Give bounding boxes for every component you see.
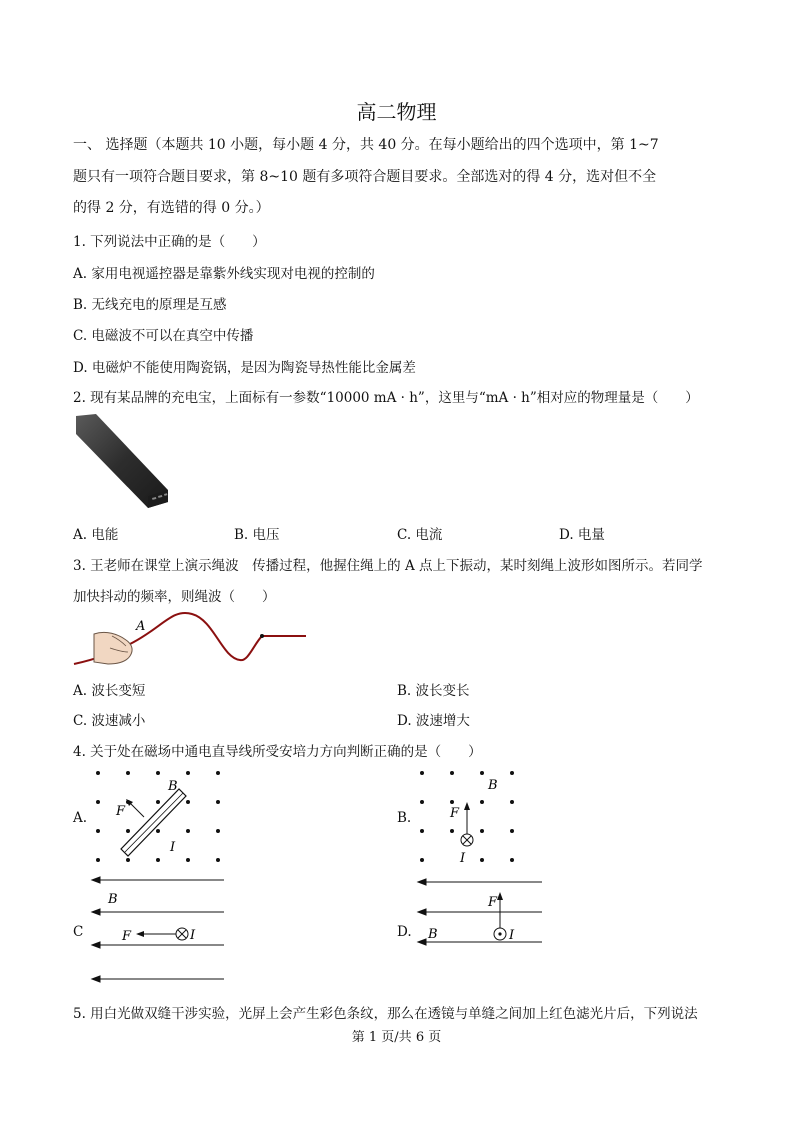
question-3-stem-line-2: 加快抖动的频率，则绳波（ ） (73, 589, 276, 605)
power-bank-image (72, 412, 172, 512)
question-4-option-c-letter: C (73, 924, 84, 940)
question-1-option-a: A. 家用电视遥控器是靠紫外线实现对电视的控制的 (73, 266, 375, 282)
field-label-c: B (108, 892, 118, 907)
question-3-option-a: A. 波长变短 (73, 683, 146, 699)
question-2-option-c: C. 电流 (397, 527, 443, 543)
question-4-option-d-letter: D. (397, 924, 412, 940)
current-label-d: I (509, 928, 515, 943)
question-1-stem: 1. 下列说法中正确的是（ ） (73, 234, 266, 250)
question-3-option-b: B. 波长变长 (397, 683, 470, 699)
question-4-figure-a (88, 765, 228, 875)
page-title: 高二物理 (356, 100, 437, 124)
section-instructions-line-3: 的得 2 分，有选错的得 0 分。） (73, 200, 270, 216)
current-label-b: I (460, 851, 466, 866)
question-2-option-b: B. 电压 (234, 527, 280, 543)
force-label-c: F (122, 929, 132, 944)
field-label-a: B (168, 779, 178, 794)
current-label-a: I (170, 840, 176, 855)
question-4-figure-d (416, 872, 546, 952)
question-2-stem: 2. 现有某品牌的充电宝，上面标有一参数“10000 mA · h”，这里与“mA · h”相对应的物理量是（ ） (73, 390, 699, 406)
section-instructions-line-1: 一、 选择题（本题共 10 小题，每小题 4 分，共 40 分。在每小题给出的四个选项中，第 1~7 (73, 137, 659, 153)
question-4-figure-c (90, 872, 230, 988)
point-a-label: A (136, 619, 146, 634)
question-4-stem: 4. 关于处在磁场中通电直导线所受安培力方向判断正确的是（ ） (73, 744, 482, 760)
page-footer: 第 1 页/共 6 页 (351, 1030, 442, 1045)
question-3-option-d: D. 波速增大 (397, 713, 470, 729)
question-4-option-a-letter: A. (73, 810, 88, 826)
section-instructions-line-2: 题只有一项符合题目要求，第 8~10 题有多项符合题目要求。全部选对的得 4 分，选对但不全 (73, 169, 657, 185)
question-2-option-a: A. 电能 (73, 527, 119, 543)
question-3-option-c: C. 波速减小 (73, 713, 146, 729)
field-label-b: B (488, 778, 498, 793)
force-label-a: F (116, 804, 126, 819)
rope-wave-figure (72, 608, 308, 672)
current-label-c: I (190, 928, 196, 943)
field-label-d: B (428, 927, 438, 942)
question-3-stem-line-1: 3. 王老师在课堂上演示绳波 传播过程，他握住绳上的 A 点上下振动，某时刻绳上波形如图所示。若同学 (73, 558, 703, 574)
question-1-option-b: B. 无线充电的原理是互感 (73, 297, 227, 313)
question-4-option-b-letter: B. (397, 810, 412, 826)
question-1-option-d: D. 电磁炉不能使用陶瓷锅，是因为陶瓷导热性能比金属差 (73, 360, 416, 376)
question-4-figure-b (412, 765, 532, 875)
force-label-d: F (488, 895, 498, 910)
force-label-b: F (450, 806, 460, 821)
question-2-option-d: D. 电量 (559, 527, 605, 543)
question-1-option-c: C. 电磁波不可以在真空中传播 (73, 328, 254, 344)
question-5-stem: 5. 用白光做双缝干涉实验，光屏上会产生彩色条纹，那么在透镜与单缝之间加上红色滤光片后，下列说法 (73, 1006, 698, 1022)
